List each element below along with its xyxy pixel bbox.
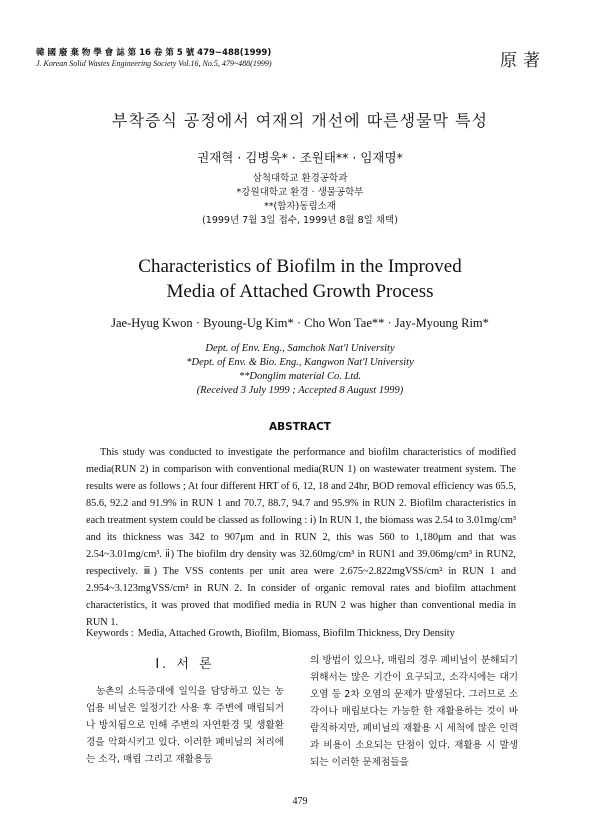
english-title xyxy=(0,254,600,304)
body-paragraph: 의 방법이 있으나, 매립의 경우 폐비닐이 분해되기 위해서는 많은 기간이 요구되고, 소각시에는 대기오염 등 2차 오염의 문제가 발생된다. 그러므로 소각이나 매립보다는 가능한 한 재활용하는 것이 바람직하지만, 폐비닐의 재활용 시 세척에 많은 인력과 비용이 소요되는 단점이 있다. 재활용 시 발생되는 이러한 문제점들을 xyxy=(310,655,518,768)
english-affiliations xyxy=(0,342,600,398)
journal-english-line: J. Korean Solid Wastes Engineering Society Vol.16, No.5, 479~488(1999) xyxy=(36,59,272,68)
english-affiliation-1: Dept. of Env. Eng., Samchok Nat'l University xyxy=(205,343,395,354)
keywords-text: Media, Attached Growth, Biofilm, Biomass, Biofilm Thickness, Dry Density xyxy=(137,628,455,639)
korean-affiliation-2: *강원대학교 환경 · 생물공학부 xyxy=(236,187,364,198)
abstract-text: This study was conducted to investigate the performance and biofilm characteristics of modified media(RUN 2) in comparison with conventional media(RUN 1) on wastewater treatment system. The results were as follows ; At four different HRT of 6, 12, 18 and 24hr, BOD removal efficiency was 65.5, 85.6, 92.2 and 91.9% in RUN 1 and 70.7, 88.7, 94.7 and 95.9% in RUN 2. Biofilm characteristics in each treatment system could be classed as following : ⅰ) In RUN 1, the biomass was 2.54 to 3.01mg/cm³ and its thickness was 342 to 907μm and in RUN 2, this was 560 to 1,180μm and that was 2.54~3.01mg/cm³. ⅱ) The biofilm dry density was 32.60mg/cm³ in RUN1 and 39.06mg/cm³ in RUN2, respectively. ⅲ) The VSS contents per unit area were 2.675~2.822mgVSS/cm² in RUN 1 and 2.954~3.123mgVSS/cm² in RUN 2. In consider of organic removal rates and biofilm attachment characteristics, it was proved that modified media in RUN 2 was higher than conventional media in RUN 1. xyxy=(86,447,516,628)
article-type-badge: 原著 xyxy=(500,51,546,71)
keywords xyxy=(86,628,455,639)
english-title-line-2: Media of Attached Growth Process xyxy=(166,281,434,302)
keywords-label: Keywords : xyxy=(86,628,134,639)
english-affiliation-3: **Donglim material Co. Ltd. xyxy=(238,371,362,382)
korean-affiliation-1: 삼척대학교 환경공학과 xyxy=(252,173,348,184)
body-paragraph: 농촌의 소득증대에 일익을 담당하고 있는 농업용 비닐은 일정기간 사용 후 주변에 매립되거나 방치됨으로 인해 주변의 자연환경 및 생활환경을 악화시키고 있다. 이러한 폐비닐의 처리에는 소각, 매립 그리고 재활용등 xyxy=(86,686,284,765)
korean-authors: 권재혁 · 김병욱* · 조원태** · 임재명* xyxy=(197,150,403,165)
page-number: 479 xyxy=(292,796,308,807)
section-heading-introduction: Ⅰ. 서 론 xyxy=(155,657,215,672)
body-column-right xyxy=(310,652,518,771)
journal-korean-line: 韓 國 廢 棄 物 學 會 誌 第 16 卷 第 5 號 479~488(1999) xyxy=(36,48,272,58)
korean-title: 부착증식 공정에서 여재의 개선에 따른생물막 특성 xyxy=(111,111,488,130)
korean-affiliation-3: **(합자)동림소재 xyxy=(264,201,336,212)
english-authors: Jae-Hyug Kwon · Byoung-Ug Kim* · Cho Won Tae** · Jay-Myoung Rim* xyxy=(111,316,489,330)
abstract-heading: ABSTRACT xyxy=(269,421,331,433)
body-column-left xyxy=(86,683,284,768)
english-received-date: (Received 3 July 1999 ; Accepted 8 August 1999) xyxy=(196,385,404,396)
abstract-body xyxy=(86,444,516,631)
english-title-line-1: Characteristics of Biofilm in the Improved xyxy=(138,256,462,277)
korean-affiliations xyxy=(0,172,600,228)
korean-received-date: (1999년 7월 3일 접수, 1999년 8월 8일 채택) xyxy=(202,215,398,226)
english-affiliation-2: *Dept. of Env. & Bio. Eng., Kangwon Nat'l University xyxy=(186,357,414,368)
